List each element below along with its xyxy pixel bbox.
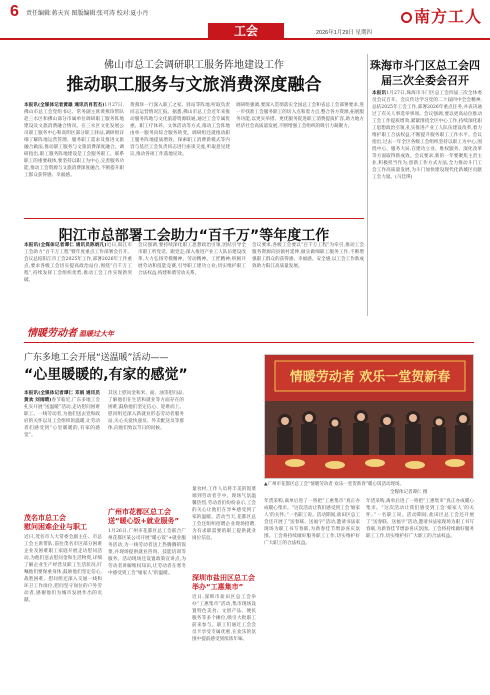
date-line: 2026年1月29日 星期四: [316, 30, 372, 36]
article1-col1: 本报讯(全媒体记者黄雄 通讯员肖若杰)1月27日,佛山市总工会党组书记、常务副主席黄燕珍带队赴三水区和佛山部分市属单位调研职工服务阵地建设及文旅消费融合情况。在三水区文化发展公司职工服务中心和高明区部分职工驿站,调研组详细了解阵地运营管理、服务职工需求及推进文旅融合做法,推动职工服务与文旅消费深度融合。调研指出,职工服务阵地建设是工会服务职工、联系职工的重要载体,要坚持以职工为中心,完善服务功能,推动工会资源与文旅消费深度融合,不断提升职工群众获得感、幸福感。: [24, 103, 124, 178]
brand-mark-icon: [401, 12, 412, 23]
article3-sub1-body: 近日,茂名市人大常委会副主任、市总工会主席带队,前往茂名市区部分困难企业及困难职工家庭开展走访慰问活动,为他们送去慰问金和生活物资,详细了解企业生产经营及职工生活状况,叮嘱他们要保重身体,鼓励他们坚定信心,战胜困难。慰问组还深入交通一线和环卫工作岗位,慰问坚守岗位的户外劳动者,感谢他们为城市发展作出的贡献。: [24, 535, 102, 603]
article1-byline: 本报讯(全媒体记者黄雄 通讯员肖若杰): [24, 103, 105, 108]
banner-label: 情暖劳动者 温暖过大年: [27, 328, 114, 339]
event-photo-image: [265, 355, 474, 479]
article3-col4b: 年货采购,离单后进了一将把“工惠集市”真正办成暖心集市。“这次活动让我们感受到工会‘娘家人’的关怀。”一名职工说。活动期间,盐田区总工会还开展了“送春联、送福字”活动,邀请书法家现场为职工书写春联,为新春佳节增添喜庆氛围。工会将持续做好服务职工工作,切实维护好广大职工的合法权益。: [366, 499, 474, 539]
article2-col2: 会议强调,要持续深化职工思想政治引领,团结引导全市职工听党话、跟党走;深入推进产业工人队伍建设改革,大力弘扬劳模精神、劳动精神、工匠精神;积极开展劳动和技能竞赛,引导职工建功立业;切实维护职工合法权益,构建和谐劳动关系。: [138, 243, 246, 276]
article3-sub3-body: 近日,深圳市盐田区总工会举办“工惠集市”活动,集市现场设置特色美食、文创产品、便民服务等多个摊位,吸引大批职工前来参与。职工们通过工会会员卡享受专属优惠,在欢乐的氛围中提前感受到浓浓年味。: [192, 595, 256, 642]
photo-caption: ▲广州市花都区总工会“情暖劳动者 欢乐一堂贺新春”暖心饭活动现场。: [264, 482, 405, 487]
page-number: 6: [10, 3, 19, 20]
side-title: 珠海市斗门区总工会四届三次全委会召开: [370, 59, 480, 87]
side-body: 本报讯1月27日,珠海市斗门区总工会四届三次全体委员会议召开。会议传达学习党的二十届四中全会精神,总结2025年工会工作,部署2026年重点任务,并表决通过了有关人事选举事项。会议强调,要以更高站位推动工会工作提质增效,紧紧围绕全区中心工作,持续深化职工思想政治引领,扎实推进产业工人队伍建设改革,着力维护职工合法权益,不断提升服务职工工作水平。会议指出,过去一年全区各级工会组织坚持以职工为中心,围绕中心、服务大局,在建功立业、维权服务、深化改革等方面取得新成效。会议要求,新的一年要聚焦主责主业,积极担当作为,创新工作方式方法,全力推动斗门工会工作高质量发展,为斗门加快建设现代化新城区贡献工会力量。(马廷瑛): [372, 91, 482, 180]
article3-sub1: 茂名市总工会 慰问困难企业与职工: [24, 514, 87, 531]
photo-credit: 全媒体记者谭仁 摄: [390, 490, 428, 495]
section-tab: 工会: [208, 23, 284, 39]
article3-sub3: 深圳市盐田区总工会 举办“工惠集市”: [192, 574, 255, 591]
article3-sub2-body: 1月26日,广州市花都区总工会联合广州花都区某公司开展“暖心饭”+就业服务活动,为一线劳动者送上热腾腾的饭菜,并现场提供就业咨询、技能培训等服务。活动现场还设置政策宣讲点,为劳动者讲解维权知识,让劳动者在寒冬中感受到工会“娘家人”的温暖。: [108, 529, 186, 576]
side-byline: 本报讯: [372, 91, 387, 96]
brand-logo: [401, 4, 482, 27]
article3-col4a: 年货采购,离单后进了一将把“工惠集市”真正办成暖心集市。“这次活动让我们感受到工会‘娘家人’的关怀。”一名职工说。活动期间,盐田区总工会还开展了“送春联、送福字”活动,邀请书法家现场为职工书写春联,为新春佳节增添喜庆氛围。工会将持续做好服务职工工作,切实维护好广大职工的合法权益。: [264, 499, 360, 546]
article3-col2: 其送上慰问金和米、面、油等慰问品,了解他们在生活和就业等方面存在的困难,鼓励他们坚定信心、迎难而上。慰问组还深入新就业形态劳动者服务站,关心关爱快递员、外卖配送员等群体,向他们致以节日的问候。: [108, 391, 184, 431]
column-divider: [367, 54, 368, 316]
banner-sub: 温暖过大年: [79, 330, 114, 338]
photo-sign: 情暖劳动者 欢乐一堂贺新春: [289, 370, 451, 385]
edit-line: 责任编辑:蒋天宾 图版编辑:张可涛 校对:夏小丹: [26, 11, 149, 17]
article2-headline: 阳江市总部署工会助力“百千万”等年度工作: [24, 218, 364, 245]
article2-col1: 本报讯(全媒体记者谭仁 通讯员陈炳凡)近日,阳江市工会助力“百千万工程”暨年度重点工作部署会召开。会议总结阳江市工会2025年工作,部署2026年工作重点,要求各级工会切实提高政治站位,围绕“百千万工程”,持续发挥工会组织优势,推动工会工作实现新突破。: [24, 243, 132, 283]
article1-headline: 推动职工服务与文旅消费深度融合: [66, 75, 322, 95]
article1-col2: 黄燕珍一行深入职工之家、驿站等阵地,听取负责同志运营情况汇报。据悉,佛山市总工会近年来推动服务阵地与文化旅游资源联通,通过工会专属优惠、职工疗休养、文体活动等方式,推动工会阵地由单一服务向综合服务转变。调研组还就推动职工服务阵地提质增效、探索职工消费新模式等内容与基层工会负责同志进行座谈交流,听取意见建议,推动各项工作落地见效。: [130, 103, 230, 157]
article2-col3: 会议要求,各级工会要以“百千万工程”为牵引,推动工会服务资源向县镇村延伸,做实做细职工服务工作,不断增强职工群众的获得感、幸福感、安全感,以工会工作新成效助力阳江高质量发展。: [252, 243, 364, 269]
article3-kicker: 广东多地工会开展“送温暖”活动——: [24, 353, 169, 363]
event-photo: [264, 354, 474, 479]
article3-byline: 本报讯(全媒体记者谭仁 邓娟 通讯员 黄欢 刘雨晴): [24, 391, 100, 403]
section-banner: [24, 325, 474, 343]
article1-kicker: 佛山市总工会调研职工服务阵地建设工作: [104, 60, 284, 71]
article3-lead: 本报讯(全媒体记者谭仁 邓娟 通讯员 黄欢 刘雨晴)春节临近,广东多地工会扎实开展“送温暖”活动,走访慰问困难职工、一线劳动者,为他们送去党和政府的关怀以及工会组织的温暖,让劳动者们感受到“心里暖暖的,有家的感觉”。: [24, 391, 100, 438]
article2-byline: 本报讯(全媒体记者谭仁 通讯员陈炳凡): [24, 243, 107, 248]
article3-sub2: 广州市花都区总工会 送“暖心饭+就业服务”: [108, 508, 180, 525]
brand-name: 南方工人: [413, 9, 482, 26]
article3-col3: 量食材,工作人员将丰美的饭菜端到劳动者手中。现场气氛温馨热烈,劳动者们纷纷表示,工会的关心让他们在异乡感受到了家的温暖。活动当天,花都区总工会还组织招聘企业现场招聘,为有求职需要的职工提供就业岗位信息。: [192, 487, 256, 541]
masthead: [0, 0, 490, 40]
article1-col3: 调研组强调,要深入贯彻落实全国总工会和省总工会部署要求,进一步找准工会服务职工的切入点和着力点,整合各方资源,拓展服务功能,以更实举措、更优服务促进职工消费提质扩容,助力地方经济社会高质量发展,不断增强工会组织的吸引力凝聚力。: [236, 103, 364, 129]
article3-headline: “心里暖暖的,有家的感觉”: [24, 367, 188, 383]
